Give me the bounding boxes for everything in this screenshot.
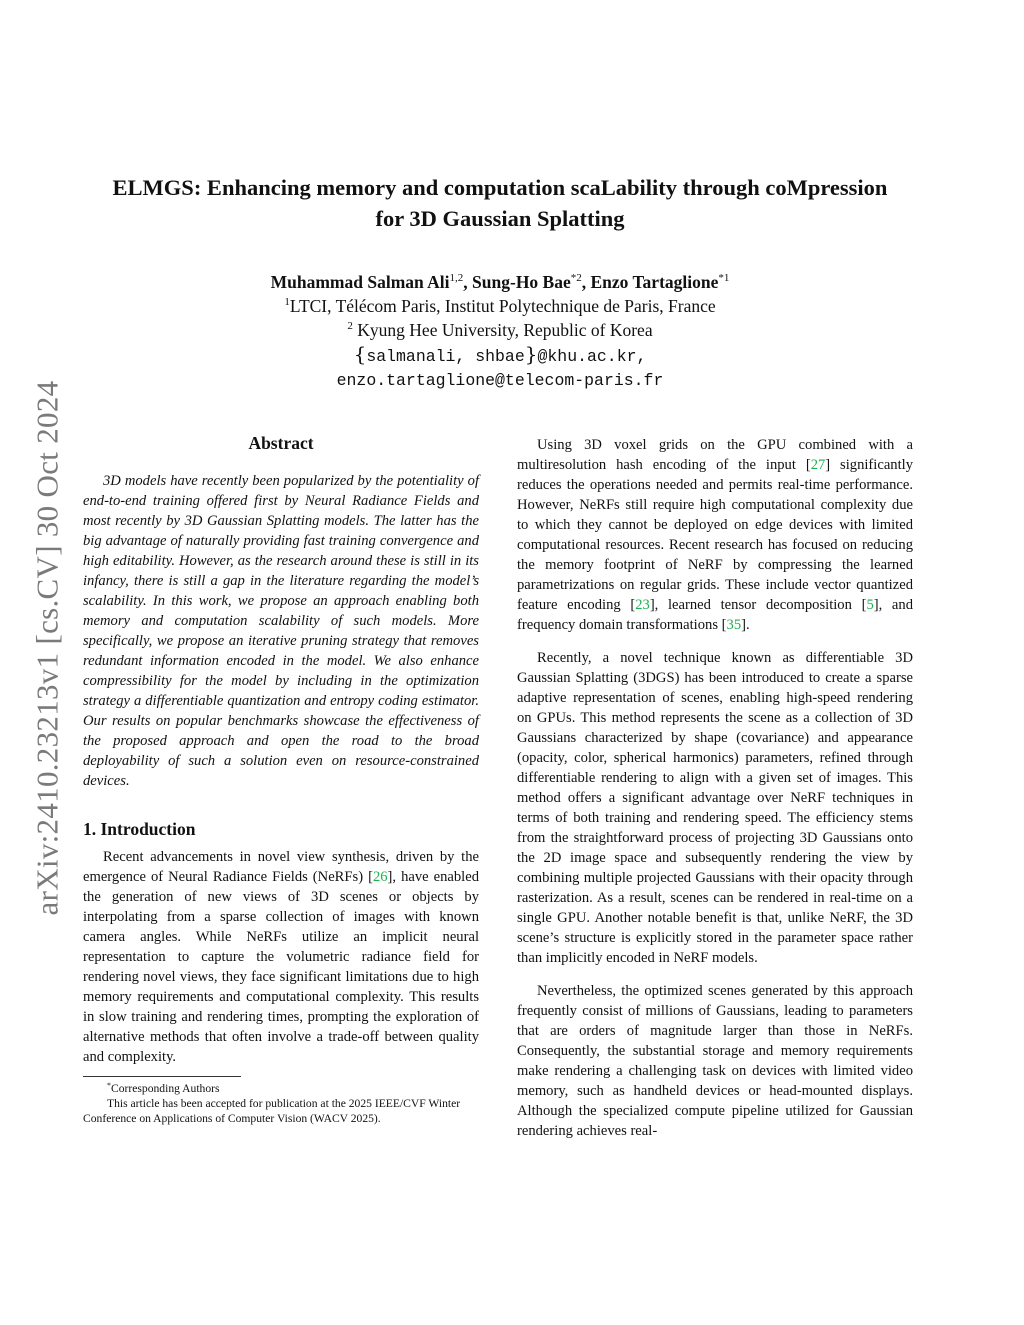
email-line-2: enzo.tartaglione@telecom-paris.fr (336, 371, 664, 390)
right-p1-text-a: Using 3D voxel grids on the GPU combined with a multiresolution hash encoding of the input [ (517, 437, 913, 473)
right-paragraph-3: Nevertheless, the optimized scenes generated by this approach frequently consist of millions of Gaussians, leading to parameters that are orders of magnitude larger than those in NeRFs. Consequently, the substantial storage and memory requirements make rendering a challenging task on devices with limited video memory, such as handheld devices or head-mounted displays. Although the specialized compute pipeline utilized for Gaussian rendering achieves real- (517, 983, 913, 1139)
right-column (517, 435, 913, 1141)
introduction-heading: 1. Introduction (83, 819, 196, 839)
affiliation-1-sup: 1 (284, 296, 290, 308)
abstract-text: 3D models have recently been popularized by the potentiality of end-to-end training offered first by Neural Radiance Fields and most recently by 3D Gaussian Splatting models. The latter has the big advantage of naturally providing fast training convergence and high editability. However, as the research around these is still in its infancy, there is still a gap in the literature regarding the model’s scalability. In this work, we propose an approach enabling both memory and computation scalability of such models. More specifically, we propose an iterative pruning strategy that removes redundant information encoded in the model. We also enhance compressibility for the model by including in the optimization strategy a differentiable quantization and entropy coding estimator. Our results on popular benchmarks showcase the effectiveness of the proposed approach and open the road to the broad deployability of such a solution even on resource-constrained devices. (83, 473, 479, 789)
affiliation-1-text: LTCI, Télécom Paris, Institut Polytechnique de Paris, France (289, 296, 716, 316)
author-names (100, 270, 900, 294)
citation-link-26[interactable]: 26 (372, 869, 388, 885)
right-paragraph-1 (517, 435, 913, 635)
footnote-rule (83, 1076, 241, 1077)
author-separator-2: , (581, 272, 591, 292)
footnote-publication: This article has been accepted for publication at the 2025 IEEE/CVF Winter Conference on Applications of Computer Vision (WACV 2025). (83, 1097, 461, 1125)
brace-close: } (524, 342, 538, 366)
author-1-sup: 1,2 (449, 272, 464, 284)
citation-link-23[interactable]: 23 (635, 597, 650, 613)
intro-p1-text-b: ], have enabled the generation of new views of 3D scenes or objects by interpolating from a sparse collection of images with known camera angles. While NeRFs utilize an implicit neural representation to capture the volumetric radiance field for rendering novel views, they face significant limitations due to high memory requirements and computational complexity. This results in slow training and rendering times, prompting the exploration of alternative methods that often involve a trade-off between quality and complexity. (83, 869, 480, 1065)
author-block (100, 270, 900, 393)
left-column (83, 433, 479, 1126)
author-2-name: Sung-Ho Bae (472, 272, 571, 292)
brace-open: { (353, 342, 367, 366)
citation-link-27[interactable]: 27 (810, 457, 826, 473)
right-p1-text-c: ], learned tensor decomposition [ (649, 597, 867, 613)
title-line-2: for 3D Gaussian Splatting (375, 206, 625, 231)
affiliation-2-text: Kyung Hee University, Republic of Korea (352, 320, 653, 340)
arxiv-identifier: arXiv:2410.23213v1 [cs.CV] 30 Oct 2024 (29, 380, 65, 915)
email-line-1 (100, 342, 900, 369)
footnote-corresponding (83, 1081, 479, 1096)
abstract-heading: Abstract (248, 433, 314, 453)
author-separator-1: , (463, 272, 473, 292)
author-2-sup: *2 (570, 272, 582, 284)
affiliation-2-sup: 2 (347, 320, 353, 332)
title-line-1: ELMGS: Enhancing memory and computation scaLability through coMpression (112, 175, 888, 200)
author-1-name: Muhammad Salman Ali (270, 272, 450, 292)
email-names: salmanali, shbae (366, 347, 525, 366)
citation-link-5[interactable]: 5 (866, 597, 874, 613)
footnote-marker: * (107, 1081, 111, 1090)
citation-link-35[interactable]: 35 (726, 617, 742, 633)
affiliation-2 (100, 318, 900, 342)
paper-title (60, 172, 940, 234)
intro-p1-text-a: Recent advancements in novel view synthesis, driven by the emergence of Neural Radiance Fields (NeRFs) [ (83, 849, 479, 885)
right-p1-text-b: ] significantly reduces the operations needed and permits real-time performance. However, NeRFs still require high computational complexity due to which they cannot be deployed on edge devices with limited computational resources. Recent research has focused on reducing the memory footprint of NeRF by compressing the learned parametrizations on regular grids. These include vector quantized feature encoding [ (517, 457, 913, 613)
author-3-name: Enzo Tartaglione (590, 272, 719, 292)
footnote-corresponding-text: Corresponding Authors (111, 1082, 220, 1095)
right-p1-text-e: ]. (741, 617, 750, 633)
right-p1-text-d: ], and frequency domain transformations [ (517, 597, 913, 633)
intro-paragraph-1 (83, 847, 479, 1067)
author-3-sup: *1 (718, 272, 730, 284)
right-paragraph-2: Recently, a novel technique known as differentiable 3D Gaussian Splatting (3DGS) has been introduced to create a sparse adaptive representation of scenes, enabling high-speed rendering on GPUs. This method represents the scene as a collection of 3D Gaussians characterized by shape (covariance) and appearance (opacity, color, spherical harmonics) parameters, refined through differentiable rendering to align with a given set of images. This method offers a significant advantage over NeRF techniques in terms of both training and rendering speed. The efficiency stems from the straightforward process of projecting 3D Gaussians onto the 2D image space and subsequently rendering the view by combining multiple projected Gaussians with their opacity through rasterization. As a result, scenes can be rendered in real-time on a single GPU. Another notable benefit is that, unlike NeRF, the 3D scene’s structure is explicitly stored in the parameter space rather than implicitly encoded in NeRF models. (517, 650, 913, 966)
arxiv-sidebar (18, 355, 76, 940)
email-domain: @khu.ac.kr, (537, 347, 647, 366)
affiliation-1 (100, 294, 900, 318)
